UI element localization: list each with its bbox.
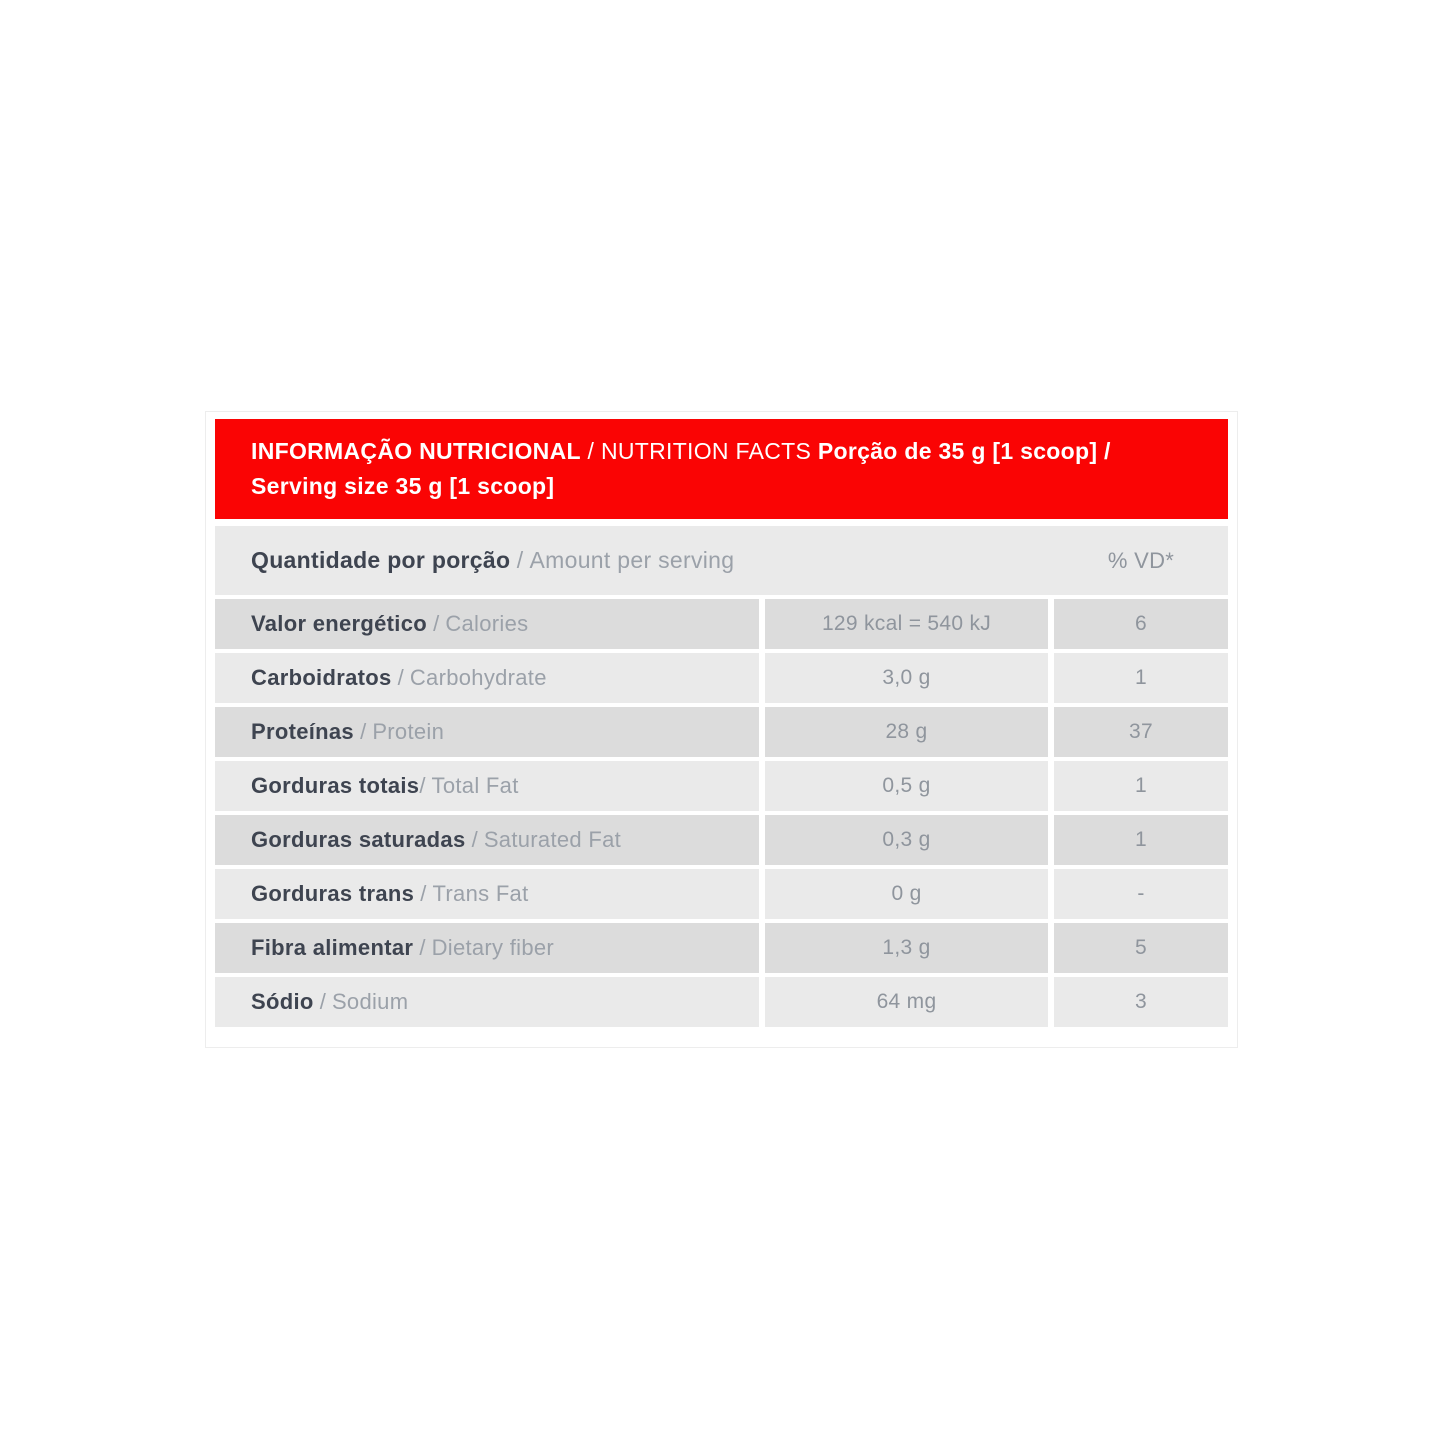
- header-title-pt: INFORMAÇÃO NUTRICIONAL: [251, 438, 581, 464]
- row-amount: 0,5 g: [765, 761, 1048, 811]
- row-daily-value: 37: [1054, 707, 1228, 757]
- row-label-en: Protein: [372, 719, 445, 744]
- row-label-pt: Sódio: [251, 989, 314, 1014]
- row-label: [215, 977, 759, 1027]
- row-daily-value: -: [1054, 869, 1228, 919]
- nutrition-header-banner: [215, 419, 1228, 519]
- row-label-pt: Valor energético: [251, 611, 427, 636]
- amount-per-serving-en: Amount per serving: [529, 547, 735, 573]
- row-label-sep: /: [413, 935, 432, 960]
- row-daily-value: 1: [1054, 761, 1228, 811]
- amount-per-serving-label: [215, 547, 1054, 574]
- nutrition-row-protein: [215, 707, 1228, 757]
- row-label: [215, 761, 759, 811]
- nutrition-row-saturated-fat: [215, 815, 1228, 865]
- nutrition-row-sodium: [215, 977, 1228, 1027]
- row-label-pt: Proteínas: [251, 719, 354, 744]
- amount-per-serving-header-row: [215, 526, 1228, 595]
- amount-per-serving-sep: /: [510, 547, 530, 573]
- row-daily-value: 3: [1054, 977, 1228, 1027]
- row-amount: 129 kcal = 540 kJ: [765, 599, 1048, 649]
- row-label-pt: Gorduras trans: [251, 881, 415, 906]
- row-label: [215, 815, 759, 865]
- row-label-en: Sodium: [331, 989, 409, 1014]
- row-amount: 28 g: [765, 707, 1048, 757]
- row-label-sep: /: [414, 881, 433, 906]
- row-label-sep: /: [391, 665, 410, 690]
- row-amount: 0,3 g: [765, 815, 1048, 865]
- row-daily-value: 5: [1054, 923, 1228, 973]
- amount-per-serving-pt: Quantidade por porção: [251, 547, 511, 573]
- row-amount: 64 mg: [765, 977, 1048, 1027]
- nutrition-row-dietary-fiber: [215, 923, 1228, 973]
- daily-value-column-header: % VD*: [1107, 547, 1175, 573]
- row-label: [215, 923, 759, 973]
- row-amount: 0 g: [765, 869, 1048, 919]
- nutrition-facts-card: [205, 411, 1238, 1048]
- row-label: [215, 653, 759, 703]
- row-daily-value: 6: [1054, 599, 1228, 649]
- row-amount: 3,0 g: [765, 653, 1048, 703]
- row-amount: 1,3 g: [765, 923, 1048, 973]
- row-label-sep: /: [465, 827, 484, 852]
- row-label-en: Dietary fiber: [431, 935, 555, 960]
- row-label-sep: /: [426, 611, 446, 636]
- nutrition-row-total-fat: [215, 761, 1228, 811]
- serving-size-line1: Porção de 35 g [1 scoop] /: [817, 438, 1111, 464]
- row-label-sep: /: [313, 989, 332, 1014]
- nutrition-header-text: [251, 434, 1111, 504]
- row-label: [215, 707, 759, 757]
- nutrition-row-trans-fat: [215, 869, 1228, 919]
- row-label-sep: /: [353, 719, 373, 744]
- row-label-en: Calories: [445, 611, 529, 636]
- header-divider: /: [580, 438, 601, 464]
- row-label-pt: Carboidratos: [251, 665, 392, 690]
- nutrition-row-calories: [215, 599, 1228, 649]
- row-label-en: Carbohydrate: [409, 665, 547, 690]
- row-label-pt: Gorduras saturadas: [251, 827, 466, 852]
- row-daily-value: 1: [1054, 815, 1228, 865]
- row-label-pt: Gorduras totais: [251, 773, 420, 798]
- row-daily-value: 1: [1054, 653, 1228, 703]
- row-label: [215, 599, 759, 649]
- serving-size-line2: Serving size 35 g [1 scoop]: [251, 473, 555, 499]
- header-title-en: NUTRITION FACTS: [600, 438, 812, 464]
- row-label-pt: Fibra alimentar: [251, 935, 414, 960]
- row-label-en: Total Fat: [431, 773, 519, 798]
- row-label-en: Trans Fat: [432, 881, 529, 906]
- row-label-sep: /: [419, 773, 432, 798]
- nutrition-row-carbohydrate: [215, 653, 1228, 703]
- row-label-en: Saturated Fat: [483, 827, 622, 852]
- header-spacer: [811, 438, 818, 464]
- row-label: [215, 869, 759, 919]
